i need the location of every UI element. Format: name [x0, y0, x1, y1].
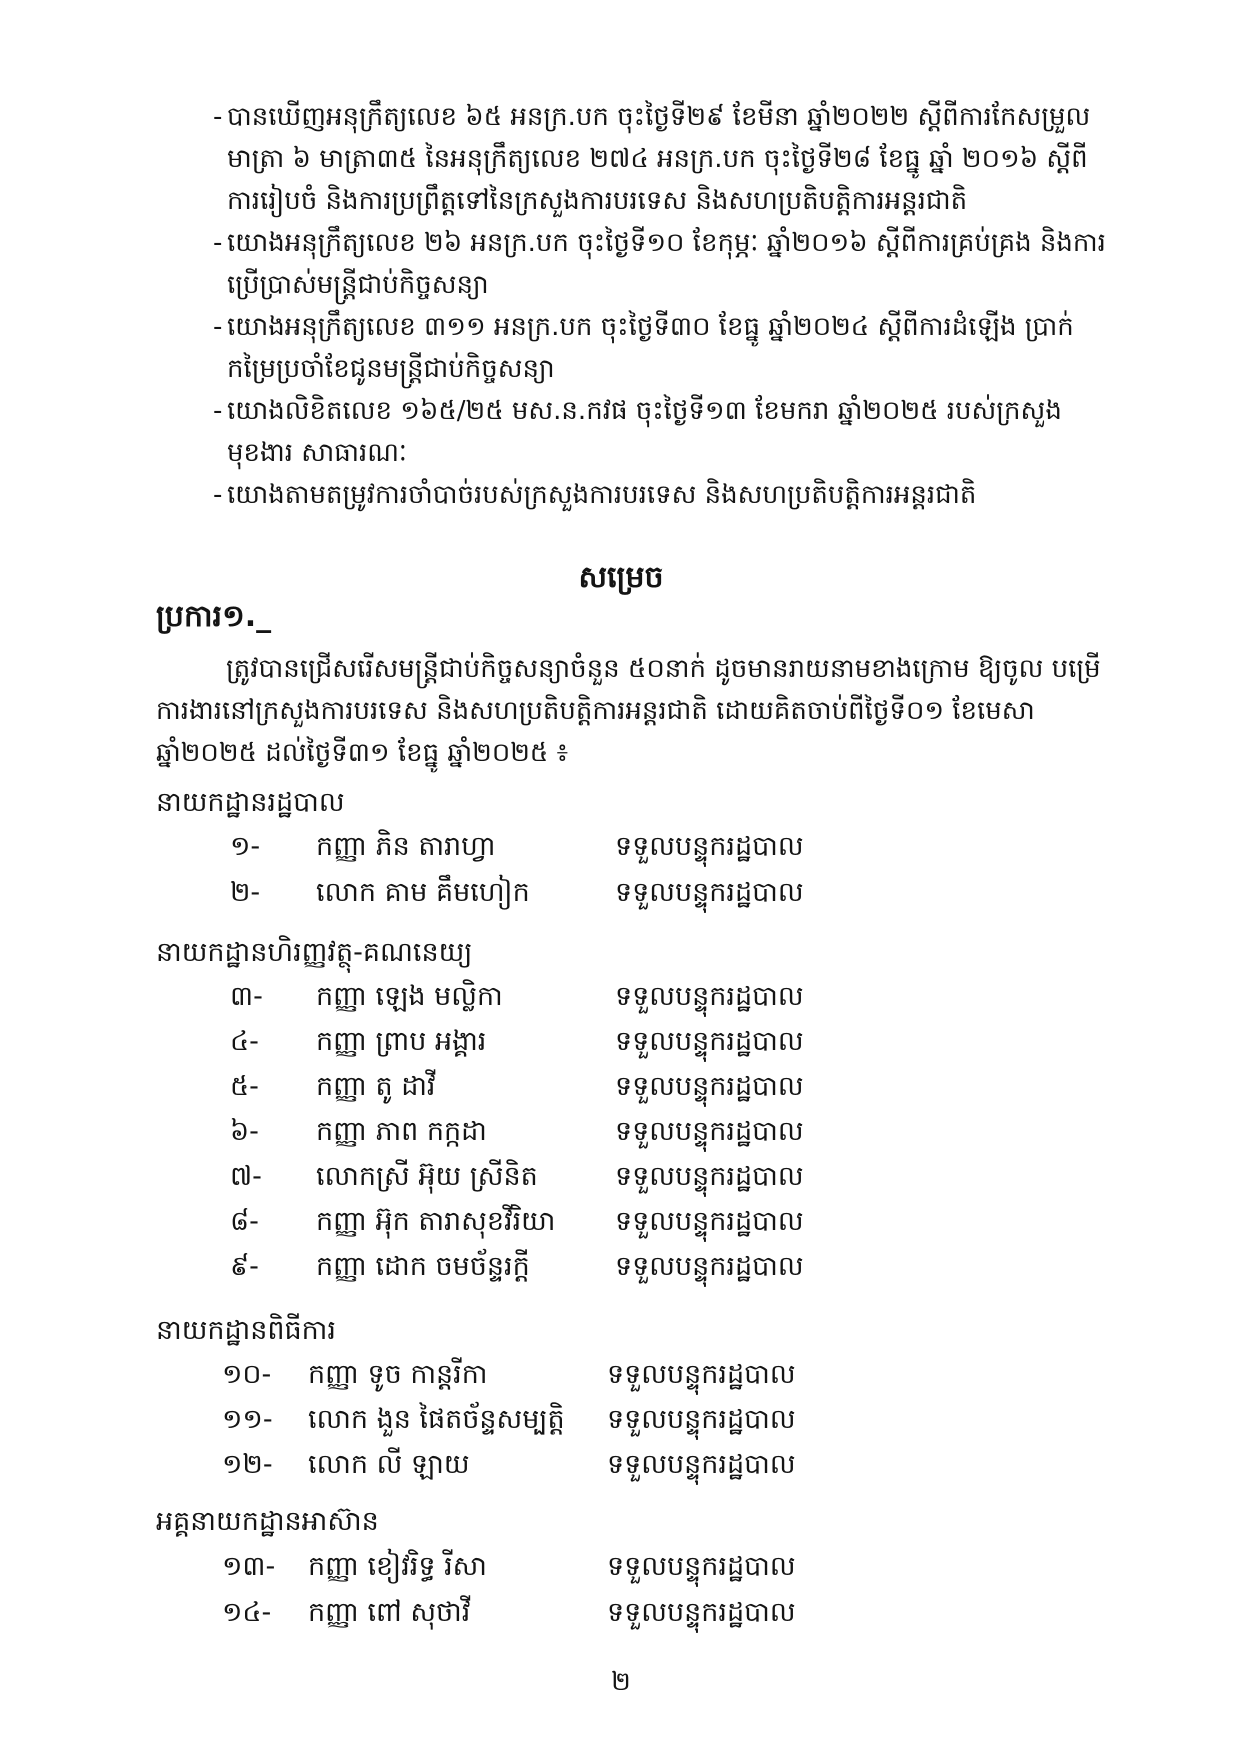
staff-role: ទទួលបន្ទុករដ្ឋបាល	[615, 1206, 804, 1237]
row-number: ៥-	[230, 1071, 259, 1102]
row-number: ៨-	[230, 1206, 259, 1237]
staff-name: កញ្ញា ខៀវរិទ្ធ រីសា	[308, 1551, 487, 1582]
row-number: ១៤-	[222, 1597, 272, 1628]
staff-role: ទទួលបន្ទុករដ្ឋបាល	[615, 1161, 804, 1192]
row-number: ១១-	[222, 1404, 273, 1435]
preamble-text: បានឃើញអនុក្រឹត្យលេខ ៦៥ អនក្រ.បក ចុះថ្ងៃទី២៩ ខែមីនា ឆ្នាំ២០២២ ស្តីពីការកែសម្រួល មាត្រា ៦ មាត្រា៣៥ នៃអនុក្រឹត្យលេខ ២៧៤ អនក្រ.បក ចុះថ្ងៃទី២៨ ខែធ្នូ ឆ្នាំ ២០១៦ ស្តីពី ការរៀបចំ និងការប្រព្រឹត្តទៅនៃក្រសួងការបរទេស និងសហប្រតិបត្តិការអន្តរជាតិ	[227, 102, 1091, 216]
staff-name: លោក លី ឡាយ	[308, 1449, 470, 1480]
staff-role: ទទួលបន្ទុករដ្ឋបាល	[607, 1359, 796, 1390]
staff-name: កញ្ញា តូ ដាវី	[316, 1071, 436, 1102]
staff-name: កញ្ញា ព្រាប អង្គារ	[316, 1026, 487, 1057]
department-title: អគ្គនាយកដ្ឋានអាស៊ាន	[156, 1506, 379, 1537]
row-number: ១-	[230, 831, 261, 862]
staff-role: ទទួលបន្ទុករដ្ឋបាល	[615, 1116, 804, 1147]
preamble-text: យោងអនុក្រឹត្យលេខ ៣១១ អនក្រ.បក ចុះថ្ងៃទី៣០ ខែធ្នូ ឆ្នាំ២០២៤ ស្តីពីការដំឡើង ប្រាក់កម្រៃប្រចាំខែជូនមន្ត្រីជាប់កិច្ចសន្យា	[227, 312, 1074, 384]
staff-name: កញ្ញា ទូច កាន្តរីកា	[308, 1359, 488, 1390]
staff-name: កញ្ញា ពៅ សុថាវី	[308, 1597, 471, 1628]
staff-name: កញ្ញា ភិន តារាហ្វា	[316, 831, 496, 862]
staff-role: ទទួលបន្ទុករដ្ឋបាល	[607, 1551, 796, 1582]
staff-name: កញ្ញា ភាព កក្កដា	[316, 1116, 487, 1147]
row-number: ៦-	[230, 1116, 259, 1147]
staff-role: ទទួលបន្ទុករដ្ឋបាល	[607, 1449, 796, 1480]
row-number: ៧-	[230, 1161, 262, 1192]
preamble-text: យោងលិខិតលេខ ១៦៥/២៥ មស.ន.កវផ ចុះថ្ងៃទី១៣ ខែមករា ឆ្នាំ២០២៥ របស់ក្រសួងមុខងារ សាធារណៈ	[227, 396, 1062, 468]
staff-name: កញ្ញា អ៊ុក តារាសុខវីរិយា	[316, 1206, 556, 1237]
preamble-text: យោងតាមតម្រូវការចាំបាច់របស់ក្រសួងការបរទេស និងសហប្រតិបត្តិការអន្តរជាតិ	[227, 480, 977, 510]
staff-role: ទទួលបន្ទុករដ្ឋបាល	[607, 1597, 796, 1628]
dash-marker: -	[213, 228, 223, 258]
article-text: ត្រូវបានជ្រើសរើសមន្ត្រីជាប់កិច្ចសន្យាចំនួន ៥០នាក់ ដូចមានរាយនាមខាងក្រោម ឱ្យចូល បម្រើការងារនៅក្រសួងការបរទេស និងសហប្រតិបត្តិការអន្តរជាតិ ដោយគិតចាប់ពីថ្ងៃទី០១ ខែមេសា ឆ្នាំ២០២៥ ដល់ថ្ងៃទី៣១ ខែធ្នូ ឆ្នាំ២០២៥ ៖	[156, 654, 1101, 768]
department-title: នាយកដ្ឋានហិរញ្ញវត្ថុ-គណនេយ្យ	[156, 937, 473, 968]
row-number: ២-	[230, 877, 261, 908]
row-number: ៣-	[230, 981, 263, 1012]
row-number: ១០-	[222, 1359, 272, 1390]
staff-role: ទទួលបន្ទុករដ្ឋបាល	[615, 981, 804, 1012]
staff-name: លោក ងួន ផៃតច័ន្ទសម្បត្តិ	[308, 1404, 565, 1435]
page-number: ២	[611, 1667, 631, 1697]
preamble-item	[213, 390, 1113, 474]
preamble-item	[213, 474, 1113, 516]
dash-marker: -	[213, 480, 223, 510]
preamble-item	[213, 96, 1113, 222]
row-number: ៩-	[230, 1251, 259, 1282]
article-title: ប្រការ១._	[156, 599, 272, 634]
dash-marker: -	[213, 312, 223, 342]
row-number: ១២-	[222, 1449, 273, 1480]
department-title: នាយកដ្ឋានពិធីការ	[156, 1315, 336, 1346]
department-title: នាយកដ្ឋានរដ្ឋបាល	[156, 787, 345, 818]
staff-name: លោក គាម គឹមហៀក	[316, 877, 530, 908]
row-number: ១៣-	[222, 1551, 276, 1582]
staff-name: លោកស្រី អ៊ុយ ស្រីនិត	[316, 1161, 538, 1192]
preamble-item	[213, 306, 1113, 390]
staff-role: ទទួលបន្ទុករដ្ឋបាល	[607, 1404, 796, 1435]
staff-role: ទទួលបន្ទុករដ្ឋបាល	[615, 877, 804, 908]
staff-role: ទទួលបន្ទុករដ្ឋបាល	[615, 1026, 804, 1057]
row-number: ៤-	[230, 1026, 259, 1057]
staff-role: ទទួលបន្ទុករដ្ឋបាល	[615, 831, 804, 862]
staff-name: កញ្ញា ឡេង មល្លិកា	[316, 981, 503, 1012]
dash-marker: -	[213, 396, 223, 426]
preamble-item	[213, 222, 1113, 306]
decision-title: សម្រេច	[578, 560, 664, 595]
staff-role: ទទួលបន្ទុករដ្ឋបាល	[615, 1251, 804, 1282]
preamble-text: យោងអនុក្រឹត្យលេខ ២៦ អនក្រ.បក ចុះថ្ងៃទី១០ ខែកុម្ភៈ ឆ្នាំ២០១៦ ស្តីពីការគ្រប់គ្រង និងការប្រើប្រាស់មន្ត្រីជាប់កិច្ចសន្យា	[227, 228, 1106, 300]
staff-role: ទទួលបន្ទុករដ្ឋបាល	[615, 1071, 804, 1102]
staff-name: កញ្ញា ដោក ចមច័ន្ទរក្តី	[316, 1251, 530, 1282]
dash-marker: -	[213, 102, 223, 132]
